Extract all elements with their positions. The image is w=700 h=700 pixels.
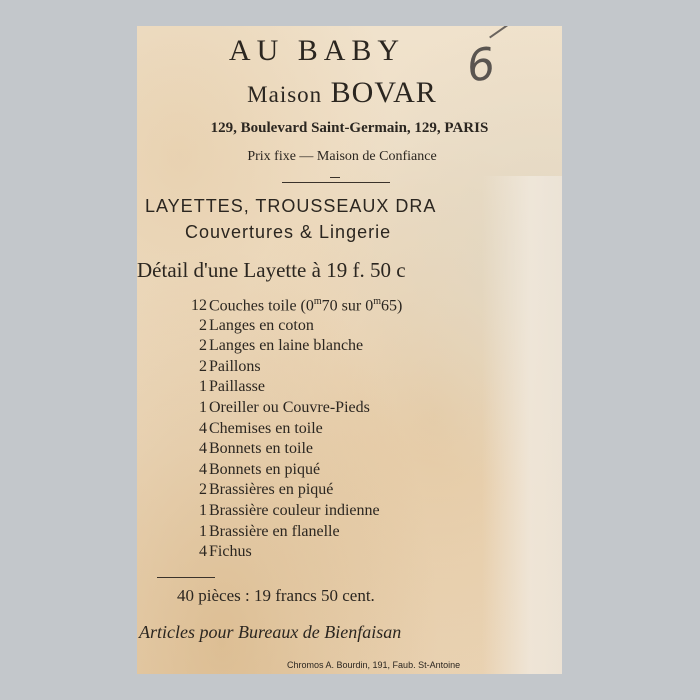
divider-ornament xyxy=(330,177,340,183)
list-item xyxy=(177,358,261,376)
item-quantity: 1 xyxy=(199,502,207,519)
item-label: Langes en laine blanche xyxy=(209,337,364,355)
brand-title: AU BABY xyxy=(228,34,406,67)
list-item xyxy=(177,317,314,335)
printer-credit: Chromos A. Bourdin, 191, Faub. St-Antoine xyxy=(287,660,461,670)
list-item xyxy=(177,481,333,499)
item-quantity: 2 xyxy=(199,316,207,334)
total-divider xyxy=(157,577,215,578)
item-label: Brassières en piqué xyxy=(209,481,334,499)
list-item xyxy=(177,502,380,520)
item-label-end: 65) xyxy=(381,297,403,315)
item-quantity: 2 xyxy=(199,481,207,499)
handwritten-number: 6 xyxy=(463,38,499,93)
item-quantity: 2 xyxy=(199,337,207,355)
unit-sup: m xyxy=(313,296,322,307)
list-item xyxy=(177,399,370,417)
item-quantity: 4 xyxy=(199,440,207,458)
item-label: Brassière couleur indienne xyxy=(209,502,380,519)
motto: Prix fixe — Maison de Confiance xyxy=(247,149,437,164)
item-label-mid: 70 sur 0 xyxy=(321,297,374,315)
item-label: Chemises en toile xyxy=(209,419,323,437)
list-item xyxy=(177,543,252,561)
item-label: Fichus xyxy=(209,543,252,561)
item-quantity: 4 xyxy=(199,419,207,437)
item-label: Oreiller ou Couvre-Pieds xyxy=(209,399,370,416)
item-label: Paillasse xyxy=(209,378,265,396)
detail-heading: Détail d'une Layette à 19 f. 50 c xyxy=(137,258,406,282)
worn-edge xyxy=(482,176,562,674)
item-quantity: 1 xyxy=(199,522,207,540)
item-label: Bonnets en piqué xyxy=(209,460,321,478)
item-quantity: 12 xyxy=(191,297,207,315)
item-label: Brassière en flanelle xyxy=(209,522,340,540)
list-item xyxy=(177,296,402,315)
item-quantity: 2 xyxy=(199,357,207,375)
item-label: Paillons xyxy=(209,357,261,375)
list-item xyxy=(177,337,363,355)
item-label: Couches toile (0 xyxy=(209,297,314,315)
layettes-line: LAYETTES, TROUSSEAUX DRA xyxy=(145,196,437,216)
list-item xyxy=(177,378,265,396)
house-name: BOVAR xyxy=(330,76,437,109)
item-quantity: 1 xyxy=(199,399,207,416)
list-item xyxy=(177,420,323,438)
item-quantity: 1 xyxy=(199,378,207,396)
list-item xyxy=(177,440,313,458)
address: 129, Boulevard Saint-Germain, 129, PARIS xyxy=(210,120,489,136)
couvertures-line: Couvertures & Lingerie xyxy=(185,222,392,242)
trade-card xyxy=(137,26,562,674)
footer-italic: Articles pour Bureaux de Bienfaisan xyxy=(139,622,402,642)
item-quantity: 4 xyxy=(199,543,207,561)
unit-sup: m xyxy=(373,296,381,307)
item-quantity: 4 xyxy=(199,460,207,478)
list-item xyxy=(177,523,340,541)
item-label: Langes en coton xyxy=(209,316,314,334)
list-item xyxy=(177,461,320,479)
total-line: 40 pièces : 19 francs 50 cent. xyxy=(177,586,375,605)
item-label: Bonnets en toile xyxy=(209,440,313,458)
house-prefix: Maison xyxy=(247,82,323,107)
house-name-line xyxy=(137,76,547,110)
